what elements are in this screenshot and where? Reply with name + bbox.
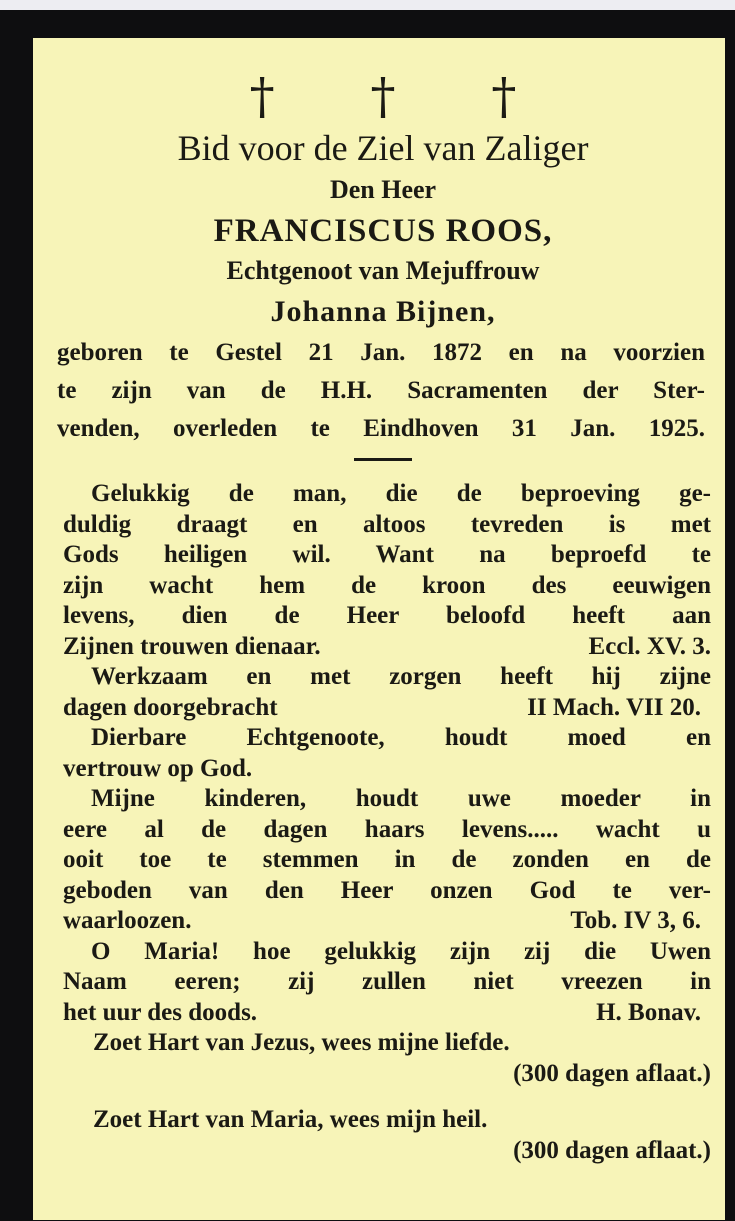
verse-line-with-ref bbox=[63, 632, 711, 663]
bio-line: te zijn van de H.H. Sacramenten der Ster- bbox=[57, 377, 705, 404]
honorific: Den Heer bbox=[329, 175, 437, 204]
scripture-reference: II Mach. VII 20. bbox=[527, 693, 701, 721]
verse-text: het uur des doods. bbox=[63, 998, 258, 1026]
prayer-text: Zoet Hart van Maria, wees mijn heil. bbox=[93, 1106, 488, 1133]
verse-line: O Maria! hoe gelukkig zijn zij die Uwen bbox=[91, 937, 711, 965]
verse-line-with-ref bbox=[63, 998, 711, 1029]
verse-text: dagen doorgebracht bbox=[63, 693, 278, 721]
verse-text: waarloozen. bbox=[63, 907, 192, 934]
indulgence-note: (300 dagen aflaat.) bbox=[513, 1059, 711, 1087]
verse-line: vertrouw op God. bbox=[63, 754, 253, 782]
card-frame bbox=[0, 10, 735, 1221]
spouse-intro: Echtgenoot van Mejuffrouw bbox=[226, 256, 540, 285]
verse-line-with-ref bbox=[63, 906, 711, 937]
verse-line-with-ref bbox=[63, 693, 711, 724]
verse-line: Werkzaam en met zorgen heeft hij zijne bbox=[91, 663, 711, 690]
verse-line: eere al de dagen haars levens..... wacht u bbox=[63, 815, 711, 843]
verse-line: levens, dien de Heer beloofd heeft aan bbox=[63, 602, 711, 629]
prayer-text: Zoet Hart van Jezus, wees mijne liefde. bbox=[93, 1029, 510, 1056]
verse-text: Zijnen trouwen dienaar. bbox=[63, 632, 321, 660]
verse-line: Dierbare Echtgenoote, houdt moed en bbox=[91, 724, 711, 751]
verse-line: Naam eeren; zij zullen niet vreezen in bbox=[63, 968, 711, 995]
scripture-reference: Tob. IV 3, 6. bbox=[570, 907, 701, 934]
crosses-icon: † † † bbox=[249, 67, 557, 125]
verse-line: geboden van den Heer onzen God te ver- bbox=[63, 876, 711, 904]
verse-line: ooit toe te stemmen in de zonden en de bbox=[63, 846, 711, 873]
deceased-name: FRANCISCUS ROOS, bbox=[213, 213, 553, 249]
memorial-card bbox=[33, 38, 725, 1220]
bio-line: geboren te Gestel 21 Jan. 1872 en na voorzien bbox=[57, 339, 705, 366]
spouse-name: Johanna Bijnen, bbox=[270, 295, 496, 328]
divider bbox=[354, 458, 412, 461]
verse-line: Gods heiligen wil. Want na beproefd te bbox=[63, 541, 711, 568]
biography bbox=[57, 334, 705, 448]
scripture-reference: Eccl. XV. 3. bbox=[588, 632, 711, 660]
verse-line: Gelukkig de man, die de beproeving ge- bbox=[91, 480, 711, 507]
verses bbox=[63, 479, 711, 1166]
verse-line: duldig draagt en altoos tevreden is met bbox=[63, 510, 711, 538]
verse-line: Mijne kinderen, houdt uwe moeder in bbox=[91, 785, 711, 812]
scripture-reference: H. Bonav. bbox=[596, 998, 701, 1026]
bio-line: venden, overleden te Eindhoven 31 Jan. 1925. bbox=[57, 415, 705, 442]
verse-line: zijn wacht hem de kroon des eeuwigen bbox=[63, 571, 711, 599]
heading: Bid voor de Ziel van Zaliger bbox=[177, 128, 589, 168]
indulgence-note: (300 dagen aflaat.) bbox=[513, 1136, 711, 1164]
